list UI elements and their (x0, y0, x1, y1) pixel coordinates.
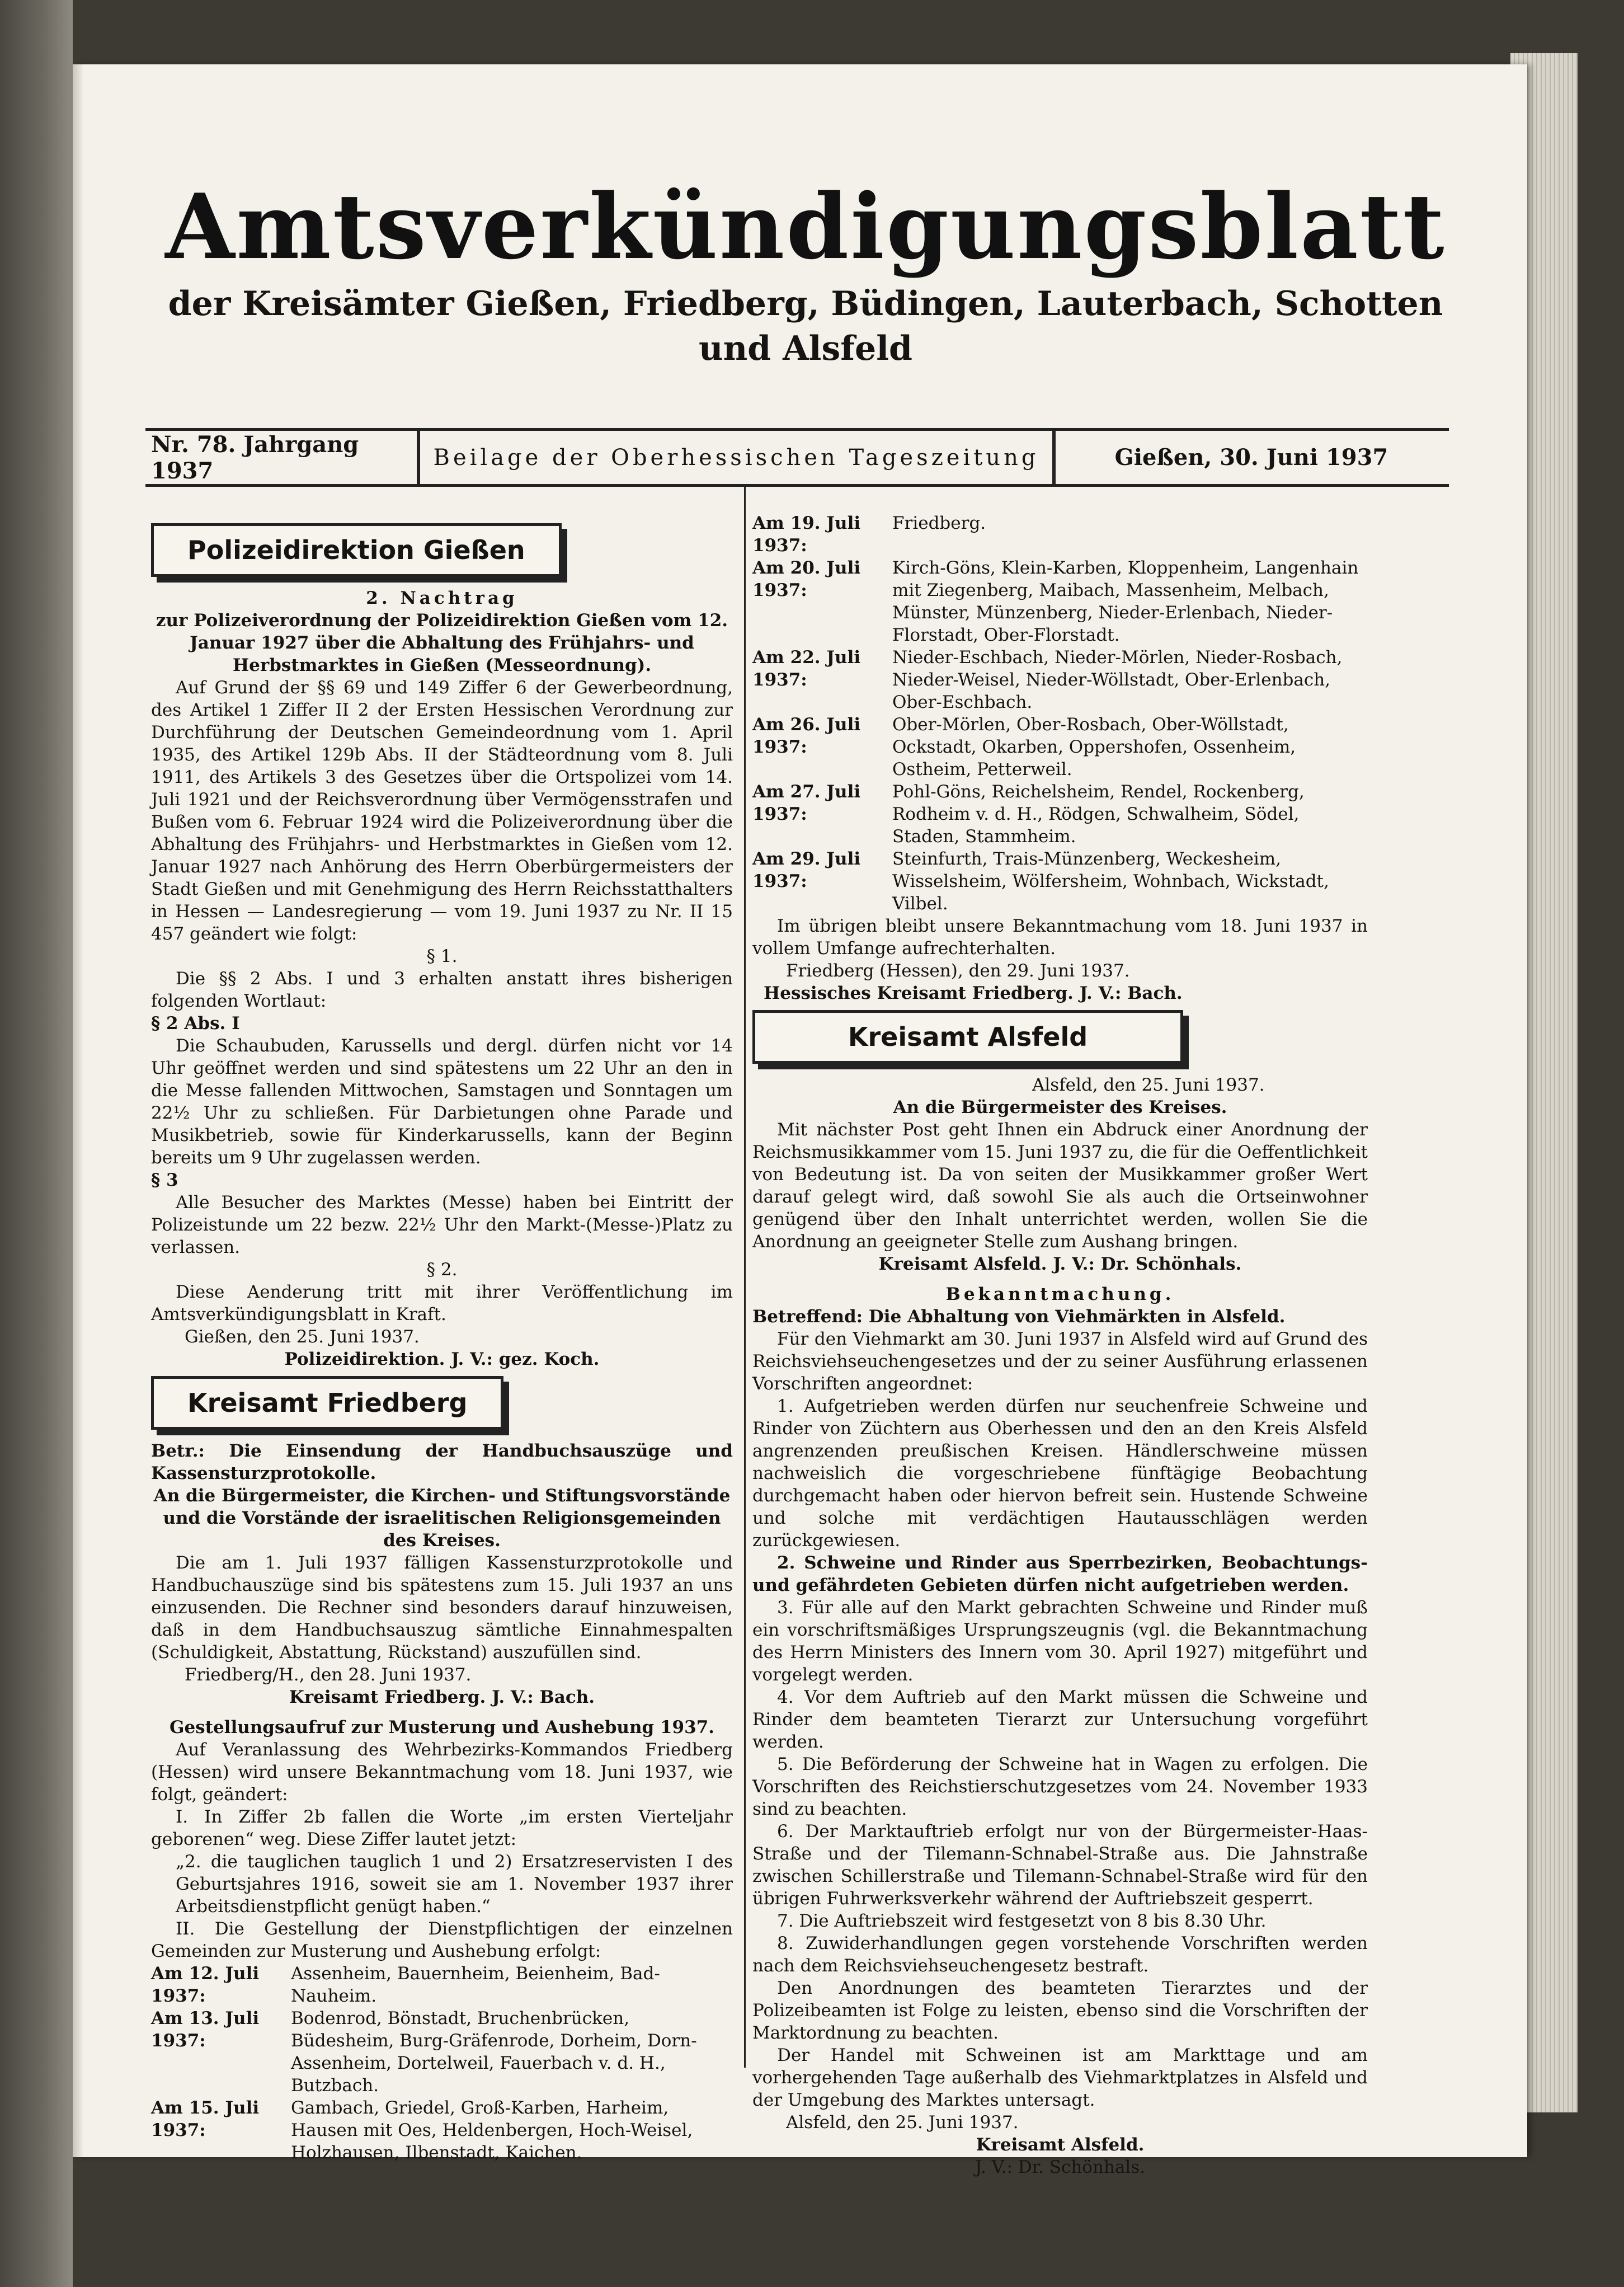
supplement-label: Beilage der Oberhessischen Tageszeitung (417, 431, 1056, 484)
alsfeld-body: Mit nächster Post geht Ihnen ein Abdruck einer Anordnung der Reichsmusikkammer vom 15. Juni 1937 zu, die für die Oeffentlichkeit von Bedeutung ist. Da von seiten der Musikkammer großer Wert darauf gelegt wird, daß sowohl Sie als auch die Ortseinwohner genügend über den Inhalt unterrichtet werden, wollen Sie die Anordnung an geeigneter Stelle zum Aushang bringen. (752, 1120, 1368, 1252)
polizei-heading-sub: zur Polizeiverordnung der Polizeidirektion Gießen vom 12. Januar 1927 über die Abhaltung des Frühjahrs- und Herbstmarktes in Gießen (Messeordnung). (156, 611, 728, 675)
gestellung-item-1-quote: „2. die tauglichen tauglich 1 und 2) Ersatzreservisten I des Geburtsjahres 1916, soweit sie am 1. November 1937 ihrer Arbeitsdienstpflicht genügt haben.“ (176, 1852, 733, 1917)
alsfeld-signature-2a: Kreisamt Alsfeld. (976, 2135, 1145, 2155)
masthead-title: Amtsverkündigungsblatt (165, 174, 1446, 279)
schedule-date: Am 12. Juli 1937: (151, 1964, 260, 2006)
schedule-places: Pohl-Göns, Reichelsheim, Rendel, Rockenberg, Rodheim v. d. H., Rödgen, Schwalheim, Södel, Staden, Stammheim. (892, 782, 1305, 847)
gestellung-title: Gestellungsaufruf zur Musterung und Aushebung 1937. (169, 1717, 715, 1737)
bekanntmachung-item: 8. Zuwiderhandlungen gegen vorstehende Vorschriften werden nach dem Reichsviehseuchengesetz bestraft. (752, 1933, 1368, 1976)
bekanntmachung-item: 2. Schweine und Rinder aus Sperrbezirken, Beobachtungs- und gefährdeten Gebieten dürfen nicht aufgetrieben werden. (752, 1553, 1368, 1595)
alsfeld-signature: Kreisamt Alsfeld. J. V.: Dr. Schönhals. (878, 1254, 1242, 1274)
masthead (157, 176, 1454, 371)
schedule-date: Am 22. Juli 1937: (752, 647, 861, 690)
bekanntmachung-intro: Für den Viehmarkt am 30. Juni 1937 in Alsfeld wird auf Grund des Reichsviehseuchengesetzes und der zu seiner Ausführung erlassenen Vorschriften angeordnet: (752, 1329, 1368, 1394)
polizei-s3: § 3 (151, 1170, 178, 1190)
schedule-places: Bodenrod, Bönstadt, Bruchenbrücken, Büdesheim, Burg-Gräfenrode, Dorheim, Dorn-Assenheim, Dortelweil, Fauerbach v. d. H., Butzbach. (291, 2008, 697, 2096)
column-divider (744, 484, 746, 2068)
alsfeld-date-2: Alsfeld, den 25. Juni 1937. (786, 2112, 1019, 2133)
polizei-s2-text: Diese Aenderung tritt mit ihrer Veröffentlichung im Amtsverkündigungsblatt in Kraft. (151, 1282, 733, 1325)
schedule-row (752, 713, 1368, 781)
schedule-places: Gambach, Griedel, Groß-Karben, Harheim, Hausen mit Oes, Heldenbergen, Hoch-Weisel, Holzhausen, Ilbenstadt, Kaichen. (291, 2098, 693, 2163)
schedule-date: Am 29. Juli 1937: (752, 849, 861, 891)
bekanntmachung-item: 5. Die Beförderung der Schweine hat in Wagen zu erfolgen. Die Vorschriften des Reichstierschutzgesetzes vom 24. November 1933 sind zu beachten. (752, 1754, 1368, 1819)
friedberg-signature: Kreisamt Friedberg. J. V.: Bach. (289, 1687, 595, 1707)
schedule-row (752, 848, 1368, 915)
polizei-s1-text: Die §§ 2 Abs. I und 3 erhalten anstatt ihres bisherigen folgenden Wortlaut: (151, 969, 733, 1011)
friedberg-address: An die Bürgermeister, die Kirchen- und Stiftungsvorstände und die Vorstände der israelitischen Religionsgemeinden des Kreises. (153, 1486, 731, 1551)
polizei-s2abs-text: Die Schaubuden, Karussells und dergl. dürfen nicht vor 14 Uhr geöffnet werden und sind spätestens um 22 Uhr an den in die Messe fallenden Mittwochen, Samstagen und Sonntagen um 22½ Uhr zu schließen. Für Darbietungen ohne Parade und Musikbetrieb, sowie für Kinderkarussells, kann der Beginn bereits um 9 Uhr zugelassen werden. (151, 1036, 733, 1168)
section-header-friedberg: Kreisamt Friedberg (151, 1376, 503, 1430)
friedberg-signature-2: Hessisches Kreisamt Friedberg. J. V.: Bach. (764, 983, 1183, 1003)
schedule-places: Ober-Mörlen, Ober-Rosbach, Ober-Wöllstadt, Ockstadt, Okarben, Oppershofen, Ossenheim, Ostheim, Petterweil. (892, 715, 1296, 779)
schedule-row (752, 512, 1368, 557)
newspaper-page (73, 64, 1527, 2177)
bekanntmachung-closing-2: Der Handel mit Schweinen ist am Markttage und am vorhergehenden Tage außerhalb des Viehmarktplatzes in Alsfeld und der Umgebung des Marktes untersagt. (752, 2045, 1368, 2110)
issue-place-date: Gießen, 30. Juni 1937 (1114, 444, 1388, 471)
bekanntmachung-item: 7. Die Auftriebszeit wird festgesetzt von 8 bis 8.30 Uhr. (777, 1911, 1267, 1931)
schedule-places: Friedberg. (892, 513, 986, 533)
schedule-places: Kirch-Göns, Klein-Karben, Kloppenheim, Langenhain mit Ziegenberg, Maibach, Massenheim, Melbach, Münster, Münzenberg, Nieder-Erlenbach, Nieder-Florstadt, Ober-Florstadt. (892, 558, 1359, 645)
bekanntmachung-closing-1: Den Anordnungen des beamteten Tierarztes und der Polizeibeamten ist Folge zu leisten, ebenso sind die Vorschriften der Marktordnung zu beachten. (752, 1978, 1368, 2043)
schedule-date: Am 26. Juli 1937: (752, 715, 861, 757)
polizei-heading: 2. Nachtrag (366, 588, 518, 608)
bekanntmachung-betr: Betreffend: Die Abhaltung von Viehmärkten in Alsfeld. (752, 1307, 1286, 1327)
bekanntmachung-item: 6. Der Marktauftrieb erfolgt nur von der Bürgermeister-Haas-Straße und der Tilemann-Schnabel-Straße aus. Die Jahnstraße zwischen Schillerstraße und Tilemann-Schnabel-Straße wird für den übrigen Fuhrwerksverkehr während der Auftriebszeit gesperrt. (752, 1821, 1368, 1909)
polizei-signature: Polizeidirektion. J. V.: gez. Koch. (284, 1349, 600, 1369)
bekanntmachung-item: 4. Vor dem Auftrieb auf den Markt müssen die Schweine und Rinder dem beamteten Tierarzt zur Untersuchung vorgeführt werden. (752, 1687, 1368, 1752)
schedule-places: Steinfurth, Trais-Münzenberg, Weckesheim, Wisselsheim, Wölfersheim, Wohnbach, Wickstadt, Vilbel. (892, 849, 1329, 914)
polizei-s2abs: § 2 Abs. I (151, 1013, 240, 1034)
schedule-date: Am 15. Juli 1937: (151, 2098, 260, 2140)
gestellung-item-2: II. Die Gestellung der Dienstpflichtigen der einzelnen Gemeinden zur Musterung und Aushebung erfolgt: (151, 1919, 733, 1961)
polizei-s1: § 1. (426, 946, 458, 966)
friedberg-date-2: Friedberg (Hessen), den 29. Juni 1937. (786, 961, 1130, 981)
polizei-s2: § 2. (426, 1260, 458, 1280)
masthead-subtitle: der Kreisämter Gießen, Friedberg, Büdingen, Lauterbach, Schotten und Alsfeld (168, 284, 1443, 368)
bekanntmachung-item: 3. Für alle auf den Markt gebrachten Schweine und Rinder muß ein vorschriftsmäßiges Ursprungszeugnis (vgl. die Bekanntmachung des Herrn Ministers des Innern vom 30. April 1927) mitgeführt und vorgelegt werden. (752, 1598, 1368, 1685)
polizei-date: Gießen, den 25. Juni 1937. (185, 1327, 420, 1347)
alsfeld-address: An die Bürgermeister des Kreises. (893, 1097, 1227, 1117)
alsfeld-date: Alsfeld, den 25. Juni 1937. (1032, 1075, 1265, 1095)
schedule-places: Nieder-Eschbach, Nieder-Mörlen, Nieder-Rosbach, Nieder-Weisel, Nieder-Wöllstadt, Ober-Erlenbach, Ober-Eschbach. (892, 647, 1343, 712)
issue-info-bar (145, 428, 1449, 487)
schedule-date: Am 20. Juli 1937: (752, 558, 861, 600)
issue-number: Nr. 78. Jahrgang 1937 (151, 431, 359, 484)
schedule-row (151, 2007, 733, 2097)
bekanntmachung-title: Bekanntmachung. (945, 1284, 1175, 1304)
section-header-alsfeld: Kreisamt Alsfeld (752, 1010, 1183, 1064)
schedule-row (752, 557, 1368, 646)
alsfeld-signature-2b: J. V.: Dr. Schönhals. (975, 2157, 1146, 2177)
section-header-polizei: Polizeidirektion Gießen (151, 523, 562, 577)
friedberg-date: Friedberg/H., den 28. Juni 1937. (185, 1665, 472, 1685)
schedule-row (151, 2097, 733, 2164)
schedule-date: Am 13. Juli 1937: (151, 2008, 260, 2051)
book-binding-left (0, 0, 73, 2287)
page-gutter (73, 64, 83, 2157)
friedberg-rest: Im übrigen bleibt unsere Bekanntmachung vom 18. Juni 1937 in vollem Umfange aufrechterhalten. (752, 916, 1368, 959)
right-column (752, 512, 1368, 2178)
left-column (151, 518, 733, 2164)
schedule-row (151, 1962, 733, 2007)
polizei-intro: Auf Grund der §§ 69 und 149 Ziffer 6 der Gewerbeordnung, des Artikel 1 Ziffer II 2 der Ersten Hessischen Verordnung zur Durchführung der Deutschen Gemeindeordnung vom 1. April 1935, des Artikel 129b Abs. II der Städteordnung vom 8. Juli 1911, des Artikels 3 des Gesetzes über die Ortspolizei vom 14. Juli 1921 und der Reichsverordnung über Vermögensstrafen und Bußen vom 6. Februar 1924 wird die Polizeiverordnung über die Abhaltung des Frühjahrs- und Herbstmarktes in Gießen vom 12. Januar 1927 nach Anhörung des Herrn Oberbürgermeisters der Stadt Gießen und mit Genehmigung des Herrn Reichsstatthalters in Hessen — Landesregierung — vom 19. Juni 1937 zu Nr. II 15 457 geändert wie folgt: (151, 678, 733, 944)
polizei-s3-text: Alle Besucher des Marktes (Messe) haben bei Eintritt der Polizeistunde um 22 bezw. 22½ Uhr den Markt-(Messe-)Platz zu verlassen. (151, 1192, 733, 1257)
schedule-date: Am 19. Juli 1937: (752, 513, 861, 556)
schedule-row (752, 781, 1368, 848)
gestellung-item-1: I. In Ziffer 2b fallen die Worte „im ersten Vierteljahr geborenen“ weg. Diese Ziffer lautet jetzt: (151, 1807, 733, 1849)
schedule-row (752, 646, 1368, 713)
friedberg-betr: Betr.: Die Einsendung der Handbuchsauszüge und Kassensturzprotokolle. (151, 1441, 733, 1483)
bekanntmachung-item: 1. Aufgetrieben werden dürfen nur seuchenfreie Schweine und Rinder von Züchtern aus Oberhessen und den an den Kreis Alsfeld angrenzenden preußischen Kreisen. Händlerschweine müssen nachweislich die vorgeschriebene fünftägige Beobachtung durchgemacht haben oder hiervon befreit sein. Hustende Schweine und solche mit verdächtigen Hautausschlägen werden zurückgewiesen. (752, 1396, 1368, 1551)
gestellung-intro: Auf Veranlassung des Wehrbezirks-Kommandos Friedberg (Hessen) wird unsere Bekanntmachung vom 18. Juni 1937, wie folgt, geändert: (151, 1740, 733, 1805)
friedberg-body: Die am 1. Juli 1937 fälligen Kassensturzprotokolle und Handbuchauszüge sind bis spätestens zum 15. Juli 1937 an uns einzusenden. Die Rechner sind besonders darauf hinzuweisen, daß in dem Handbuchsauszug sämtliche Einnahmespalten (Schuldigkeit, Abstattung, Rückstand) auszufüllen sind. (151, 1553, 733, 1663)
schedule-date: Am 27. Juli 1937: (752, 782, 861, 824)
schedule-places: Assenheim, Bauernheim, Beienheim, Bad-Nauheim. (291, 1964, 660, 2006)
